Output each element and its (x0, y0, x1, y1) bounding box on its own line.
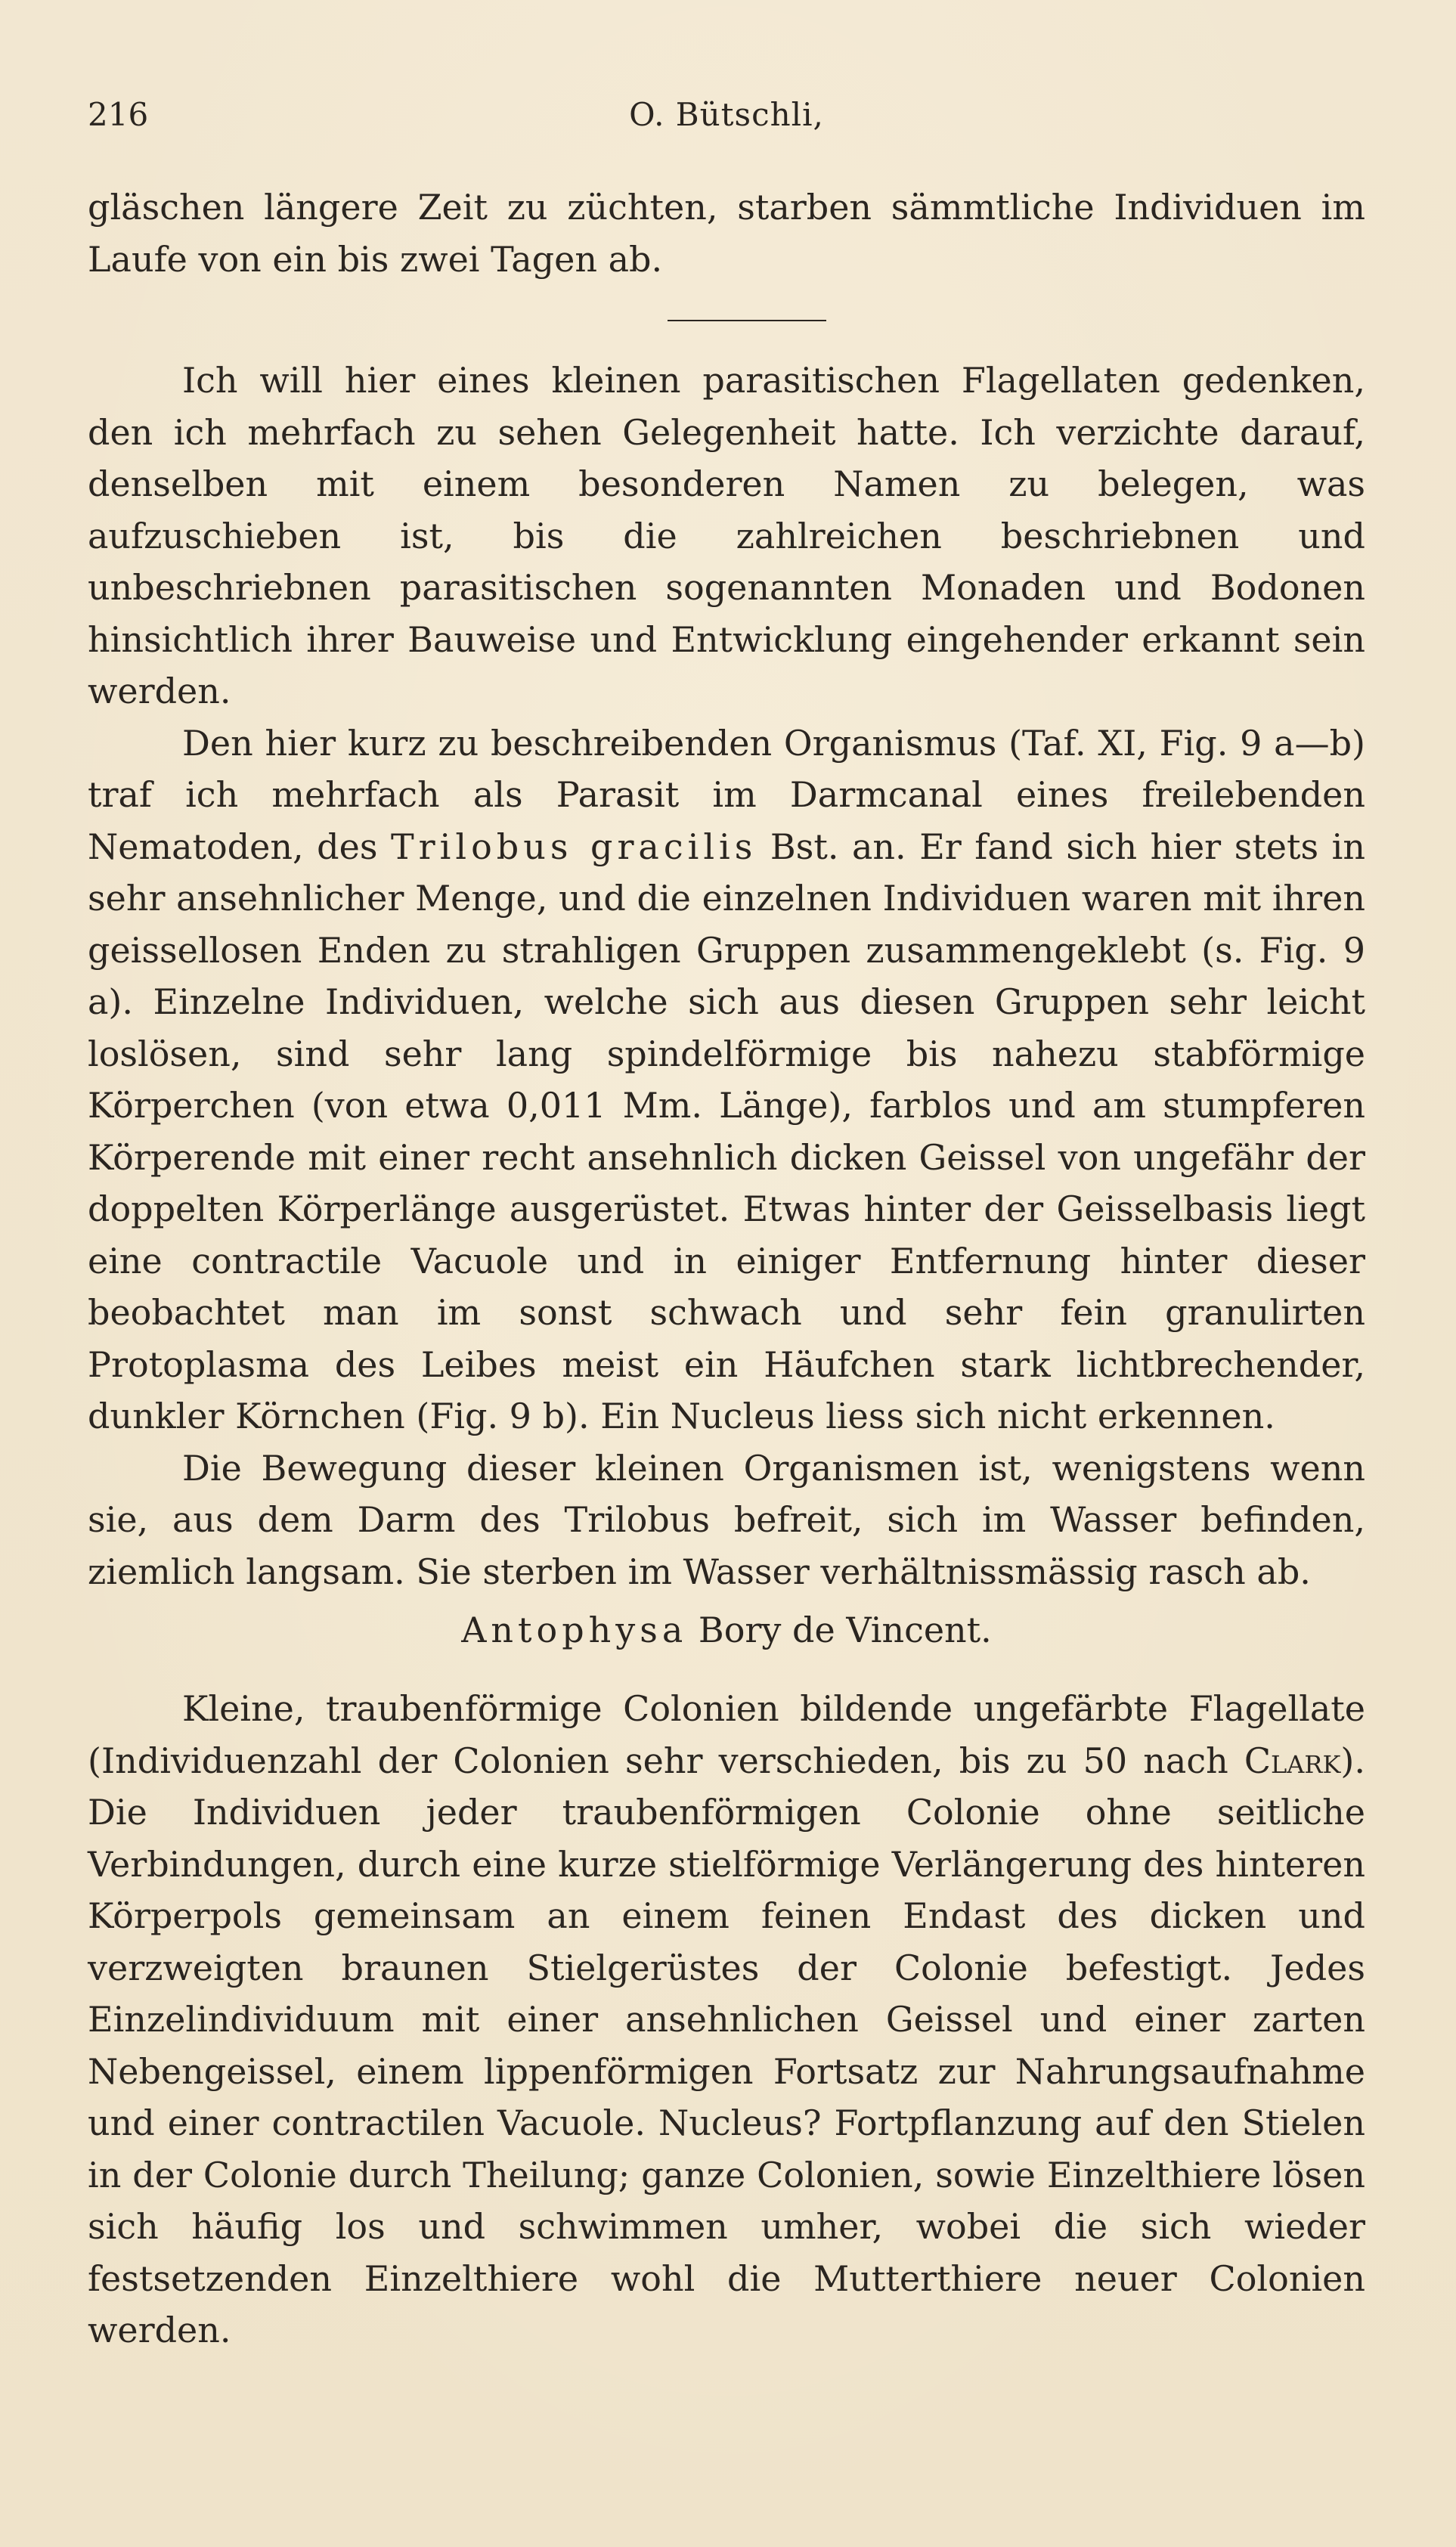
paragraph-continued: gläschen längere Zeit zu züchten, starben sämmtliche Individuen im Laufe von ein bis zwei Tagen ab. (88, 187, 1365, 280)
paragraph-organism-description (88, 717, 1365, 1442)
paragraph-intro: Ich will hier eines kleinen parasitischen Flagellaten gedenken, den ich mehrfach zu sehen Gelegenheit hatte. Ich verzichte darauf, denselben mit einem besonderen Namen zu belegen, was aufzuschieben ist, bis die zahlreichen beschriebnen und unbeschriebnen parasitischen sogenannten Monaden und Bodonen hinsichtlich ihrer Bauweise und Entwicklung eingehender erkannt sein werden. (88, 360, 1365, 711)
antophysa-description (88, 1683, 1365, 2356)
parasitic-flagellate-section (88, 355, 1365, 1597)
section-divider-rule (668, 320, 826, 321)
paragraph-antophysa (88, 1683, 1365, 2356)
genus-author: Bory de Vincent. (687, 1610, 992, 1650)
species-name: Trilobus gracilis (390, 826, 757, 867)
paragraph-organism-text-b: Bst. an. Er fand sich hier stets in sehr ansehnlicher Menge, und die einzelnen Individuen waren mit ihren geissellosen Enden zu strahligen Gruppen zusammengeklebt (s. Fig. 9 a). Einzelne Individuen, welche sich aus diesen Gruppen sehr leicht loslösen, sind sehr lang spindelförmige bis nahezu stabförmige Körperchen (von etwa 0,011 Mm. Länge), farblos und am stumpferen Körperende mit einer recht ansehnlich dicken Geissel von ungefähr der doppelten Körperlänge ausgerüstet. Etwas hinter der Geisselbasis liegt eine contractile Vacuole und in einiger Entfernung hinter dieser beobachtet man im sonst schwach und sehr fein granulirten Protoplasma des Leibes meist ein Häufchen stark lichtbrechender, dunkler Körnchen (Fig. 9 b). Ein Nucleus liess sich nicht erkennen. (88, 826, 1365, 1436)
paragraph-organism-text-a: Den hier kurz zu beschreibenden Organismus (Taf. XI, Fig. 9 a—b) traf ich mehrfach als Parasit im Darmcanal eines freilebenden Nematoden, des (88, 722, 1365, 867)
paragraph-movement: Die Bewegung dieser kleinen Organismen ist, wenigstens wenn sie, aus dem Darm des Trilobus befreit, sich im Wasser befinden, ziemlich langsam. Sie sterben im Wasser verhältnissmässig rasch ab. (88, 1447, 1365, 1592)
genus-name: Antophysa (461, 1610, 688, 1650)
continuation-paragraph (88, 181, 1365, 285)
section-heading (88, 1604, 1365, 1656)
page-number: 216 (88, 96, 149, 133)
author-clark: Clark (1244, 1740, 1341, 1781)
running-head: O. Bütschli, (629, 96, 824, 133)
paragraph-antophysa-text-a: Kleine, traubenförmige Colonien bildende ungefärbte Flagellate (Individuenzahl der Colonien sehr verschieden, bis zu 50 nach (88, 1688, 1365, 1781)
paragraph-antophysa-text-b: ). Die Individuen jeder traubenförmigen Colonie ohne seitliche Verbindungen, durch eine kurze stielförmige Verlängerung des hinteren Körperpols gemeinsam an einem feinen Endast des dicken und verzweigten braunen Stielgerüstes der Colonie befestigt. Jedes Einzelindividuum mit einer ansehnlichen Geissel und einer zarten Nebengeissel, einem lippenförmigen Fortsatz zur Nahrungsaufnahme und einer contractilen Vacuole. Nucleus? Fortpflanzung auf den Stielen in der Colonie durch Theilung; ganze Colonien, sowie Einzelthiere lösen sich häufig los und schwimmen umher, wobei die sich wieder festsetzenden Einzelthiere wohl die Mutterthiere neuer Colonien werden. (88, 1740, 1365, 2350)
page-header (88, 92, 1365, 138)
